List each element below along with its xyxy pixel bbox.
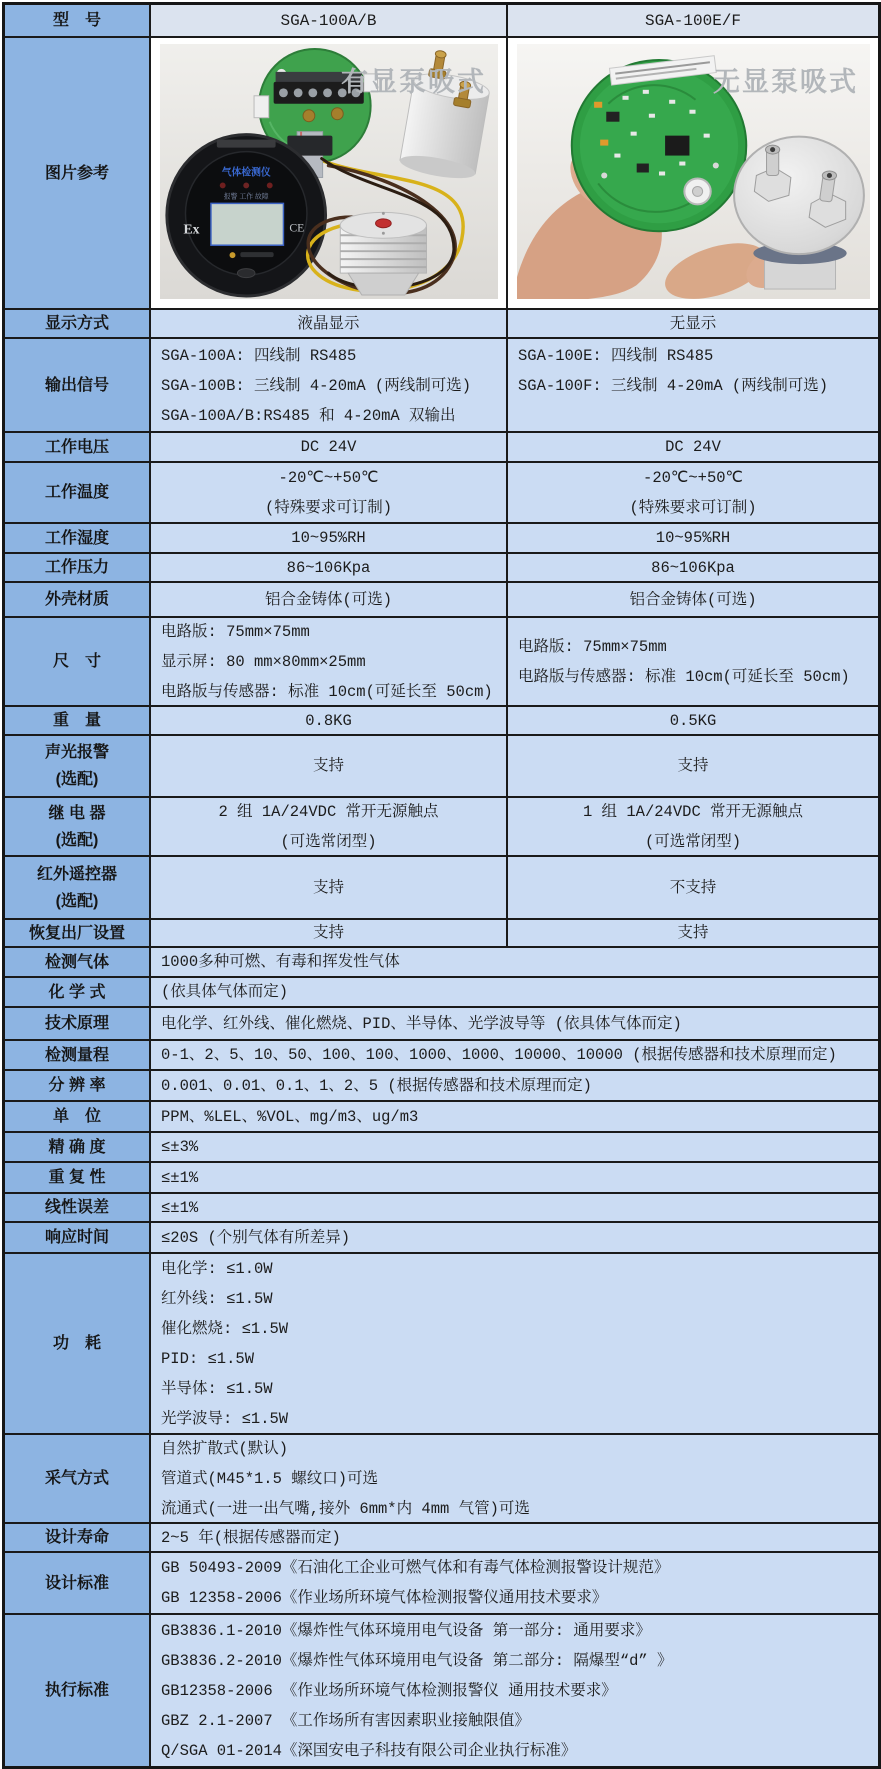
spec-value-line: (可选常闭型) <box>644 832 742 851</box>
photo-row-label-text: 图片参考 <box>44 164 109 182</box>
row-label-response-time <box>5 1223 151 1252</box>
row-label-accuracy <box>5 1133 151 1161</box>
row-label-text: 采气方式 <box>44 1470 109 1487</box>
spec-value-line: PID: ≤1.5W <box>161 1349 255 1368</box>
spec-value-line: GB12358-2006 《作业场所环境气体检测报警仪 通用技术要求》 <box>161 1681 617 1700</box>
spec-row-detected-gas <box>5 948 878 978</box>
spec-value-line: 86~106Kpa <box>286 558 371 577</box>
header-model-b <box>508 5 878 36</box>
spec-value-b-voltage <box>508 433 878 461</box>
spec-value-line: 0.5KG <box>669 711 717 730</box>
spec-value-line: Q/SGA 01-2014《深国安电子科技有限公司企业执行标准》 <box>161 1741 577 1760</box>
spec-value-line: 电化学、红外线、催化燃烧、PID、半导体、光学波导等 (依具体气体而定) <box>161 1014 682 1033</box>
row-label-text: 检测气体 <box>44 953 109 971</box>
spec-value-a-humidity <box>151 524 508 552</box>
spec-row-detection-range <box>5 1041 878 1071</box>
spec-value-line: SGA-100A: 四线制 RS485 <box>161 347 357 365</box>
row-label-text: 线性误差 <box>44 1199 109 1216</box>
row-label-text: 工作压力 <box>44 559 109 576</box>
spec-value-a-relay <box>151 798 508 855</box>
spec-value-line: 86~106Kpa <box>651 558 735 577</box>
model-b-text: SGA-100E/F <box>644 11 741 30</box>
spec-value-line: 支持 <box>312 878 344 897</box>
spec-row-display <box>5 310 878 339</box>
row-label-text: 尺 寸 <box>52 653 101 670</box>
photo-cell-b <box>508 38 878 308</box>
row-label-unit <box>5 1102 151 1131</box>
spec-value-power-consumption <box>151 1254 878 1433</box>
spec-row-chemical-formula <box>5 978 878 1008</box>
spec-row-audible-alarm <box>5 736 878 798</box>
spec-value-a-shell-material <box>151 583 508 616</box>
row-label-linearity-error <box>5 1194 151 1221</box>
spec-value-line: SGA-100B: 三线制 4-20mA (两线制可选) <box>161 377 472 395</box>
row-label-text: 分 辨 率 <box>48 1077 106 1094</box>
spec-row-voltage <box>5 433 878 463</box>
spec-value-a-dimensions <box>151 618 508 705</box>
spec-value-line: SGA-100F: 三线制 4-20mA (两线制可选) <box>518 377 829 395</box>
row-label-text: 外壳材质 <box>44 591 109 608</box>
row-label-detection-range <box>5 1041 151 1069</box>
spec-row-output <box>5 339 878 433</box>
spec-value-line: DC 24V <box>300 438 357 456</box>
spec-value-line: PPM、%LEL、%VOL、mg/m3、ug/m3 <box>161 1107 419 1126</box>
spec-value-a-pressure <box>151 554 508 581</box>
spec-value-line: 电路版: 75mm×75mm <box>161 622 310 641</box>
spec-value-resolution <box>151 1071 878 1100</box>
row-label-gas-sampling <box>5 1435 151 1522</box>
spec-row-design-life <box>5 1524 878 1553</box>
row-label-text: 重 复 性 <box>48 1169 106 1186</box>
spec-value-line: 支持 <box>677 757 709 775</box>
row-label-audible-alarm <box>5 736 151 796</box>
spec-value-b-temperature <box>508 463 878 522</box>
product-photo-a <box>160 44 498 299</box>
row-label-executive-standard <box>5 1615 151 1766</box>
spec-value-linearity-error <box>151 1194 878 1221</box>
spec-value-line: 电路版: 75mm×75mm <box>518 637 667 656</box>
table-header-row <box>5 5 878 38</box>
spec-value-line: 铝合金铸体(可选) <box>629 590 757 609</box>
watermark-b: 无显泵吸式 <box>713 67 858 97</box>
spec-value-line: 电路版与传感器: 标准 10cm(可延长至 50cm) <box>518 667 850 686</box>
spec-value-line: -20℃~+50℃ <box>643 468 743 487</box>
spec-value-a-factory-reset <box>151 920 508 946</box>
row-label-text: 恢复出厂设置 <box>28 924 125 942</box>
spec-value-accuracy <box>151 1133 878 1161</box>
spec-value-line: 0-1、2、5、10、50、100、100、1000、1000、10000、10000 (根据传感器和技术原理而定) <box>161 1046 837 1064</box>
row-label-output <box>5 339 151 431</box>
row-label-text: 精 确 度 <box>48 1138 106 1156</box>
spec-row-repeatability <box>5 1163 878 1194</box>
spec-value-line: 液晶显示 <box>297 314 360 333</box>
watermark-a: 有显泵吸式 <box>341 67 486 97</box>
spec-value-line: 红外线: ≤1.5W <box>161 1289 273 1308</box>
spec-value-line: ≤±1% <box>161 1168 199 1187</box>
ce-marking: CE <box>289 220 305 235</box>
spec-value-b-display <box>508 310 878 337</box>
photo-cell-a <box>151 38 508 308</box>
spec-value-line: ≤±3% <box>161 1138 199 1156</box>
spec-value-a-audible-alarm <box>151 736 508 796</box>
row-label-text: 单 位 <box>52 1108 101 1125</box>
spec-value-design-life <box>151 1524 878 1551</box>
detector-brand-text: 气体检测仪 <box>221 167 271 179</box>
spec-row-humidity <box>5 524 878 554</box>
model-a-text: SGA-100A/B <box>280 11 377 30</box>
row-label-text: 重 量 <box>52 712 101 729</box>
spec-value-line: 显示屏: 80 mm×80mm×25mm <box>161 652 366 671</box>
product-photo-b <box>517 44 870 299</box>
spec-value-b-audible-alarm <box>508 736 878 796</box>
row-label-temperature <box>5 463 151 522</box>
spec-row-dimensions <box>5 618 878 707</box>
spec-value-line: GBZ 2.1-2007 《工作场所有害因素职业接触限值》 <box>161 1711 530 1730</box>
spec-value-line: 支持 <box>677 924 709 942</box>
spec-value-line: 1000多种可燃、有毒和挥发性气体 <box>161 953 400 971</box>
row-label-text: 红外遥控器 <box>36 865 117 883</box>
row-label-text: 设计寿命 <box>44 1529 109 1546</box>
spec-value-gas-sampling <box>151 1435 878 1522</box>
spec-row-gas-sampling <box>5 1435 878 1524</box>
spec-value-line: 半导体: ≤1.5W <box>161 1379 273 1398</box>
spec-value-line: SGA-100E: 四线制 RS485 <box>518 347 714 365</box>
row-label-dimensions <box>5 618 151 705</box>
spec-row-power-consumption <box>5 1254 878 1435</box>
spec-value-a-temperature <box>151 463 508 522</box>
spec-value-line: 2~5 年(根据传感器而定) <box>161 1528 341 1547</box>
spec-row-response-time <box>5 1223 878 1254</box>
spec-row-technical-principle <box>5 1008 878 1041</box>
spec-value-design-standard <box>151 1553 878 1613</box>
spec-value-line: 管道式(M45*1.5 螺纹口)可选 <box>161 1469 379 1488</box>
spec-value-repeatability <box>151 1163 878 1192</box>
spec-value-b-weight <box>508 707 878 734</box>
row-label-text: 工作湿度 <box>44 529 109 547</box>
row-label-text: 设计标准 <box>44 1574 109 1592</box>
spec-value-line: 电化学: ≤1.0W <box>161 1259 273 1278</box>
row-label-weight <box>5 707 151 734</box>
detector-led-labels: 报警 工作 故障 <box>223 193 269 201</box>
row-label-detected-gas <box>5 948 151 976</box>
spec-row-factory-reset <box>5 920 878 948</box>
spec-value-line: GB 50493-2009《石油化工企业可燃气体和有毒气体检测报警设计规范》 <box>161 1559 670 1577</box>
spec-value-chemical-formula <box>151 978 878 1006</box>
spec-value-line: 1 组 1A/24VDC 常开无源触点 <box>582 802 804 821</box>
spec-value-b-factory-reset <box>508 920 878 946</box>
spec-row-linearity-error <box>5 1194 878 1223</box>
row-label-text: 功 耗 <box>52 1335 101 1352</box>
spec-value-line: 无显示 <box>669 314 717 333</box>
spec-row-temperature <box>5 463 878 524</box>
row-label-text: 显示方式 <box>44 315 109 332</box>
spec-value-line: DC 24V <box>665 438 721 456</box>
row-label-shell-material <box>5 583 151 616</box>
spec-row-weight <box>5 707 878 736</box>
spec-value-a-weight <box>151 707 508 734</box>
spec-value-line: SGA-100A/B:RS485 和 4-20mA 双输出 <box>161 407 456 425</box>
spec-value-line: GB 12358-2006《作业场所环境气体检测报警仪通用技术要求》 <box>161 1589 608 1607</box>
row-label-text: 技术原理 <box>44 1015 109 1032</box>
spec-value-line: 不支持 <box>669 878 717 897</box>
spec-value-b-humidity <box>508 524 878 552</box>
spec-value-line: 催化燃烧: ≤1.5W <box>161 1319 289 1338</box>
row-label-text: 工作电压 <box>44 438 109 456</box>
spec-row-executive-standard <box>5 1615 878 1766</box>
row-label-text: 工作温度 <box>44 484 109 501</box>
row-label-pressure <box>5 554 151 581</box>
header-model-label-text: 型 号 <box>52 12 101 29</box>
spec-row-pressure <box>5 554 878 583</box>
spec-value-a-ir-remote <box>151 857 508 918</box>
row-label-sub: (选配) <box>55 831 99 849</box>
spec-value-line: 流通式(一进一出气嘴,接外 6mm*内 4mm 气管)可选 <box>161 1499 530 1518</box>
row-label-power-consumption <box>5 1254 151 1433</box>
spec-row-unit <box>5 1102 878 1133</box>
spec-value-technical-principle <box>151 1008 878 1039</box>
spec-row-shell-material <box>5 583 878 618</box>
spec-value-unit <box>151 1102 878 1131</box>
spec-value-line: 0.001、0.01、0.1、1、2、5 (根据传感器和技术原理而定) <box>161 1076 592 1095</box>
spec-row-ir-remote <box>5 857 878 920</box>
spec-value-line: 光学波导: ≤1.5W <box>161 1409 289 1428</box>
spec-value-line: -20℃~+50℃ <box>278 468 379 487</box>
detector-face-a <box>167 135 326 296</box>
spec-value-a-output <box>151 339 508 431</box>
spec-value-line: GB3836.2-2010《爆炸性气体环境用电气设备 第二部分: 隔爆型“d” 》 <box>161 1651 673 1670</box>
spec-value-line: (可选常闭型) <box>280 832 377 851</box>
row-label-sub: (选配) <box>55 892 99 910</box>
spec-row-design-standard <box>5 1553 878 1615</box>
spec-rows <box>5 310 878 1766</box>
row-label-chemical-formula <box>5 978 151 1006</box>
ex-marking: Ex <box>183 221 200 237</box>
row-label-text: 响应时间 <box>44 1229 109 1246</box>
row-label-factory-reset <box>5 920 151 946</box>
spec-value-line: (依具体气体而定) <box>161 983 289 1001</box>
spec-value-line: ≤20S (个别气体有所差异) <box>161 1228 351 1247</box>
spec-row-accuracy <box>5 1133 878 1163</box>
header-model-label <box>5 5 151 36</box>
row-label-resolution <box>5 1071 151 1100</box>
row-label-text: 检测量程 <box>44 1046 109 1064</box>
spec-value-executive-standard <box>151 1615 878 1766</box>
spec-value-line: 支持 <box>312 924 344 942</box>
spec-value-a-voltage <box>151 433 508 461</box>
row-label-relay <box>5 798 151 855</box>
photo-row-label <box>5 38 151 308</box>
spec-value-detection-range <box>151 1041 878 1069</box>
row-label-text: 执行标准 <box>44 1682 109 1699</box>
spec-value-b-output <box>508 339 878 431</box>
row-label-display <box>5 310 151 337</box>
spec-value-b-relay <box>508 798 878 855</box>
row-label-text: 输出信号 <box>44 376 109 394</box>
row-label-design-standard <box>5 1553 151 1613</box>
spec-value-line: (特殊要求可订制) <box>629 498 757 517</box>
row-label-design-life <box>5 1524 151 1551</box>
spec-value-line: 铝合金铸体(可选) <box>264 590 393 609</box>
spec-table <box>2 2 881 1769</box>
row-label-text: 声光报警 <box>44 744 109 761</box>
spec-value-response-time <box>151 1223 878 1252</box>
spec-value-line: 电路版与传感器: 标准 10cm(可延长至 50cm) <box>161 682 493 701</box>
detector-lcd <box>211 203 283 245</box>
row-label-sub: (选配) <box>55 771 99 788</box>
row-label-technical-principle <box>5 1008 151 1039</box>
spec-value-line: 0.8KG <box>305 711 352 730</box>
spec-value-b-dimensions <box>508 618 878 705</box>
spec-value-line: ≤±1% <box>161 1198 199 1217</box>
row-label-text: 继 电 器 <box>48 804 106 822</box>
spec-value-b-ir-remote <box>508 857 878 918</box>
spec-value-a-display <box>151 310 508 337</box>
row-label-text: 化 学 式 <box>48 983 106 1001</box>
spec-value-line: (特殊要求可订制) <box>264 498 393 517</box>
row-label-voltage <box>5 433 151 461</box>
spec-row-relay <box>5 798 878 857</box>
photo-reference-row <box>5 38 878 310</box>
spec-value-line: 支持 <box>312 757 344 775</box>
row-label-ir-remote <box>5 857 151 918</box>
row-label-humidity <box>5 524 151 552</box>
spec-row-resolution <box>5 1071 878 1102</box>
spec-value-b-pressure <box>508 554 878 581</box>
row-label-repeatability <box>5 1163 151 1192</box>
spec-value-line: GB3836.1-2010《爆炸性气体环境用电气设备 第一部分: 通用要求》 <box>161 1621 651 1640</box>
header-model-a <box>151 5 508 36</box>
spec-value-line: 自然扩散式(默认) <box>161 1439 289 1458</box>
spec-value-line: 2 组 1A/24VDC 常开无源触点 <box>218 802 439 821</box>
spec-value-line: 10~95%RH <box>291 529 366 547</box>
spec-value-b-shell-material <box>508 583 878 616</box>
spec-value-line: 10~95%RH <box>655 529 731 547</box>
spec-value-detected-gas <box>151 948 878 976</box>
